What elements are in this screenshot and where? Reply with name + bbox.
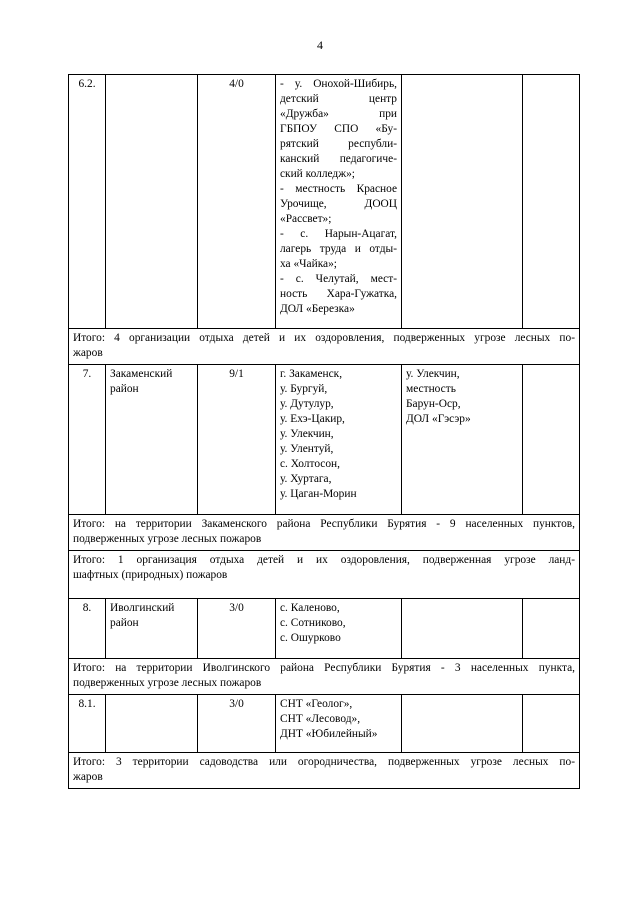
camps-cell <box>402 75 523 329</box>
settlements-cell: с. Каленово, с. Сотниково, с. Ошурково <box>276 599 402 659</box>
count-cell: 9/1 <box>198 365 276 515</box>
table-row <box>69 599 580 659</box>
summary-row <box>69 329 580 365</box>
summary-cell: Итого: 3 территории садоводства или огородничества, подверженных угрозе лесных по- жаров <box>69 753 580 789</box>
summary-row <box>69 551 580 599</box>
row-number: 6.2. <box>69 75 106 329</box>
table-row <box>69 695 580 753</box>
count-cell: 3/0 <box>198 599 276 659</box>
district-cell <box>106 75 198 329</box>
settlements-cell: г. Закаменск, у. Бургуй, у. Дутулур, у. Ехэ-Цакир, у. Улекчин, у. Улентуй, с. Холтосон, у. Хуртага, у. Цаган-Морин <box>276 365 402 515</box>
summary-cell: Итого: на территории Иволгинского района Республики Бурятия - 3 населенных пункта, подверженных угрозе лесных пожаров <box>69 659 580 695</box>
summary-cell: Итого: 1 организация отдыха детей и их оздоровления, подверженная угрозе ланд- шафтных (природных) пожаров <box>69 551 580 599</box>
notes-cell <box>523 365 580 515</box>
table-row <box>69 365 580 515</box>
district-cell <box>106 695 198 753</box>
summary-row <box>69 659 580 695</box>
summary-row <box>69 753 580 789</box>
camps-cell: у. Улекчин, местность Барун-Оср, ДОЛ «Гэсэр» <box>402 365 523 515</box>
summary-row <box>69 515 580 551</box>
notes-cell <box>523 75 580 329</box>
notes-cell <box>523 599 580 659</box>
settlements-table <box>68 74 580 789</box>
count-cell: 3/0 <box>198 695 276 753</box>
settlements-cell: - у. Онохой-Шибирь, детский центр «Дружба» при ГБПОУ СПО «Бу- рятский республи- канский педагогиче- ский колледж»; - местность Красное Урочище, ДООЦ «Рассвет»; - с. Нарын-Ацагат, лагерь труда и отды- ха «Чайка»; - с. Челутай, мест- ность Хара-Гужатка, ДОЛ «Березка» <box>276 75 402 329</box>
notes-cell <box>523 695 580 753</box>
row-number: 8.1. <box>69 695 106 753</box>
district-cell: Закаменский район <box>106 365 198 515</box>
camps-cell <box>402 599 523 659</box>
page-number: 4 <box>317 38 323 52</box>
row-number: 8. <box>69 599 106 659</box>
count-cell: 4/0 <box>198 75 276 329</box>
table-row <box>69 75 580 329</box>
settlements-cell: СНТ «Геолог», СНТ «Лесовод», ДНТ «Юбилейный» <box>276 695 402 753</box>
camps-cell <box>402 695 523 753</box>
summary-cell: Итого: 4 организации отдыха детей и их оздоровления, подверженных угрозе лесных по- жаров <box>69 329 580 365</box>
district-cell: Иволгинский район <box>106 599 198 659</box>
summary-cell: Итого: на территории Закаменского района Республики Бурятия - 9 населенных пунктов, подверженных угрозе лесных пожаров <box>69 515 580 551</box>
row-number: 7. <box>69 365 106 515</box>
